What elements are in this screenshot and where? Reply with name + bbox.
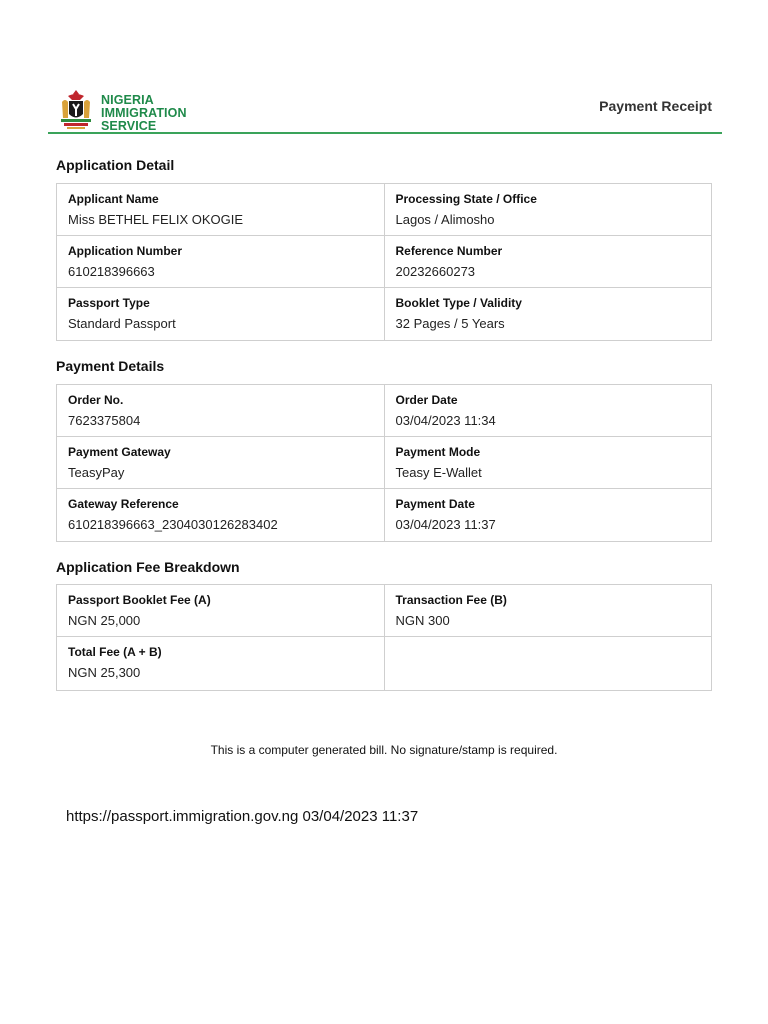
field-value: 610218396663 bbox=[68, 264, 155, 279]
table-cell bbox=[384, 585, 712, 637]
field-value: Teasy E-Wallet bbox=[395, 465, 482, 480]
field-label: Payment Mode bbox=[395, 445, 481, 459]
org-name-line-3: SERVICE bbox=[101, 119, 157, 133]
document-title: Payment Receipt bbox=[599, 98, 712, 114]
application-detail-heading: Application Detail bbox=[56, 157, 175, 173]
coat-of-arms-icon bbox=[56, 88, 96, 132]
table-cell bbox=[57, 288, 385, 341]
field-label: Transaction Fee (B) bbox=[395, 593, 507, 607]
table-cell bbox=[57, 236, 385, 288]
fee-breakdown-table bbox=[56, 584, 712, 691]
nis-logo bbox=[56, 88, 196, 132]
field-label: Gateway Reference bbox=[68, 497, 179, 511]
field-label: Payment Date bbox=[395, 497, 475, 511]
table-row bbox=[57, 385, 712, 437]
table-cell bbox=[384, 184, 712, 236]
table-cell bbox=[57, 489, 385, 542]
fee-breakdown-heading: Application Fee Breakdown bbox=[56, 559, 240, 575]
field-label: Order Date bbox=[395, 393, 458, 407]
field-label: Payment Gateway bbox=[68, 445, 171, 459]
table-row bbox=[57, 637, 712, 691]
field-label: Processing State / Office bbox=[395, 192, 537, 206]
org-name-line-2: IMMIGRATION bbox=[101, 106, 187, 120]
field-value: 7623375804 bbox=[68, 413, 141, 428]
table-cell bbox=[384, 489, 712, 542]
table-cell bbox=[384, 437, 712, 489]
field-value: 03/04/2023 11:34 bbox=[395, 413, 496, 428]
field-value: Miss BETHEL FELIX OKOGIE bbox=[68, 212, 244, 227]
field-label: Reference Number bbox=[395, 244, 503, 258]
field-value: NGN 25,000 bbox=[68, 613, 141, 628]
field-value: Standard Passport bbox=[68, 316, 176, 331]
field-label: Applicant Name bbox=[68, 192, 159, 206]
computer-generated-note: This is a computer generated bill. No signature/stamp is required. bbox=[210, 743, 558, 757]
table-cell bbox=[384, 236, 712, 288]
field-label: Application Number bbox=[68, 244, 183, 258]
table-row bbox=[57, 585, 712, 637]
receipt-header bbox=[48, 84, 722, 134]
org-name-line-1: NIGERIA bbox=[101, 93, 154, 107]
field-label: Booklet Type / Validity bbox=[395, 296, 522, 310]
table-row bbox=[57, 184, 712, 236]
table-cell bbox=[57, 585, 385, 637]
table-cell bbox=[57, 385, 385, 437]
field-value: Lagos / Alimosho bbox=[395, 212, 495, 227]
table-row bbox=[57, 437, 712, 489]
field-value: NGN 25,300 bbox=[68, 665, 141, 680]
payment-details-table bbox=[56, 384, 712, 542]
table-cell bbox=[57, 637, 385, 691]
field-value: 610218396663_2304030126283402 bbox=[68, 517, 278, 532]
table-cell bbox=[384, 385, 712, 437]
payment-details-heading: Payment Details bbox=[56, 358, 165, 374]
field-value: 20232660273 bbox=[395, 264, 476, 279]
table-cell bbox=[384, 288, 712, 341]
field-label: Order No. bbox=[68, 393, 124, 407]
org-name bbox=[101, 94, 187, 133]
table-cell bbox=[57, 437, 385, 489]
field-label: Passport Type bbox=[68, 296, 150, 310]
field-value: NGN 300 bbox=[395, 613, 450, 628]
field-label: Passport Booklet Fee (A) bbox=[68, 593, 211, 607]
field-value: TeasyPay bbox=[68, 465, 125, 480]
print-url-timestamp: https://passport.immigration.gov.ng 03/04/2023 11:37 bbox=[66, 808, 419, 825]
table-cell bbox=[57, 184, 385, 236]
table-row bbox=[57, 288, 712, 341]
field-value: 32 Pages / 5 Years bbox=[395, 316, 505, 331]
table-row bbox=[57, 489, 712, 542]
field-label: Total Fee (A + B) bbox=[68, 645, 162, 659]
field-value: 03/04/2023 11:37 bbox=[395, 517, 496, 532]
application-detail-table bbox=[56, 183, 712, 341]
table-cell bbox=[384, 637, 712, 691]
table-row bbox=[57, 236, 712, 288]
